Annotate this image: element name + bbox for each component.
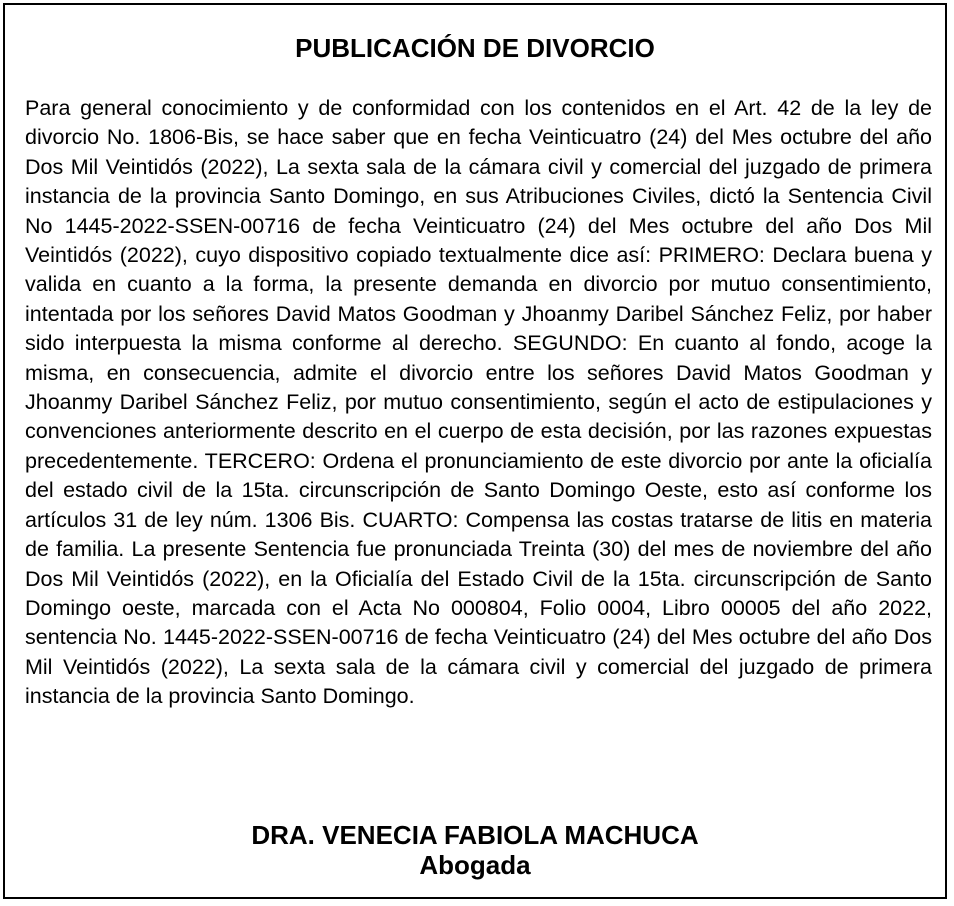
signature-role: Abogada (419, 850, 531, 880)
notice-title: PUBLICACIÓN DE DIVORCIO (295, 33, 655, 63)
notice-body: Para general conocimiento y de conformidad con los contenidos en el Art. 42 de la ley de divorcio No. 1806-Bis, se hace saber que en fecha Veinticuatro (24) del Mes octubre del año Dos Mil Veintidós (2022), La sexta sala de la cámara civil y comercial del juzgado de primera instancia de la provincia Santo Domingo, en sus Atribuciones Civiles, dictó la Sentencia Civil No 1445-2022-SSEN-00716 de fecha Veinticuatro (24) del Mes octubre del año Dos Mil Veintidós (2022), cuyo dispositivo copiado textualmente dice así: PRIMERO: Declara buena y valida en cuanto a la forma, la presente demanda en divorcio por mutuo consentimiento, intentada por los señores David Matos Goodman y Jhoanmy Daribel Sánchez Feliz, por haber sido interpuesta la misma conforme al derecho. SEGUNDO: En cuanto al fondo, acoge la misma, en consecuencia, admite el divorcio entre los señores David Matos Goodman y Jhoanmy Daribel Sánchez Feliz, por mutuo consentimiento, según el acto de estipulaciones y convenciones anteriormente descrito en el cuerpo de esta decisión, por las razones expuestas precedentemente. TERCERO: Ordena el pronunciamiento de este divorcio por ante la oficialía del estado civil de la 15ta. circunscripción de Santo Domingo Oeste, esto así conforme los artículos 31 de ley núm. 1306 Bis. CUARTO: Compensa las costas tratarse de litis en materia de familia. La presente Sentencia fue pronunciada Treinta (30) del mes de noviembre del año Dos Mil Veintidós (2022), en la Oficialía del Estado Civil de la 15ta. circunscripción de Santo Domingo oeste, marcada con el Acta No 000804, Folio 0004, Libro 00005 del año 2022, sentencia No. 1445-2022-SSEN-00716 de fecha Veinticuatro (24) del Mes octubre del año Dos Mil Veintidós (2022), La sexta sala de la cámara civil y comercial del juzgado de primera instancia de la provincia Santo Domingo. (25, 96, 932, 709)
notice-frame (3, 3, 947, 899)
signature-name: DRA. VENECIA FABIOLA MACHUCA (251, 820, 699, 850)
